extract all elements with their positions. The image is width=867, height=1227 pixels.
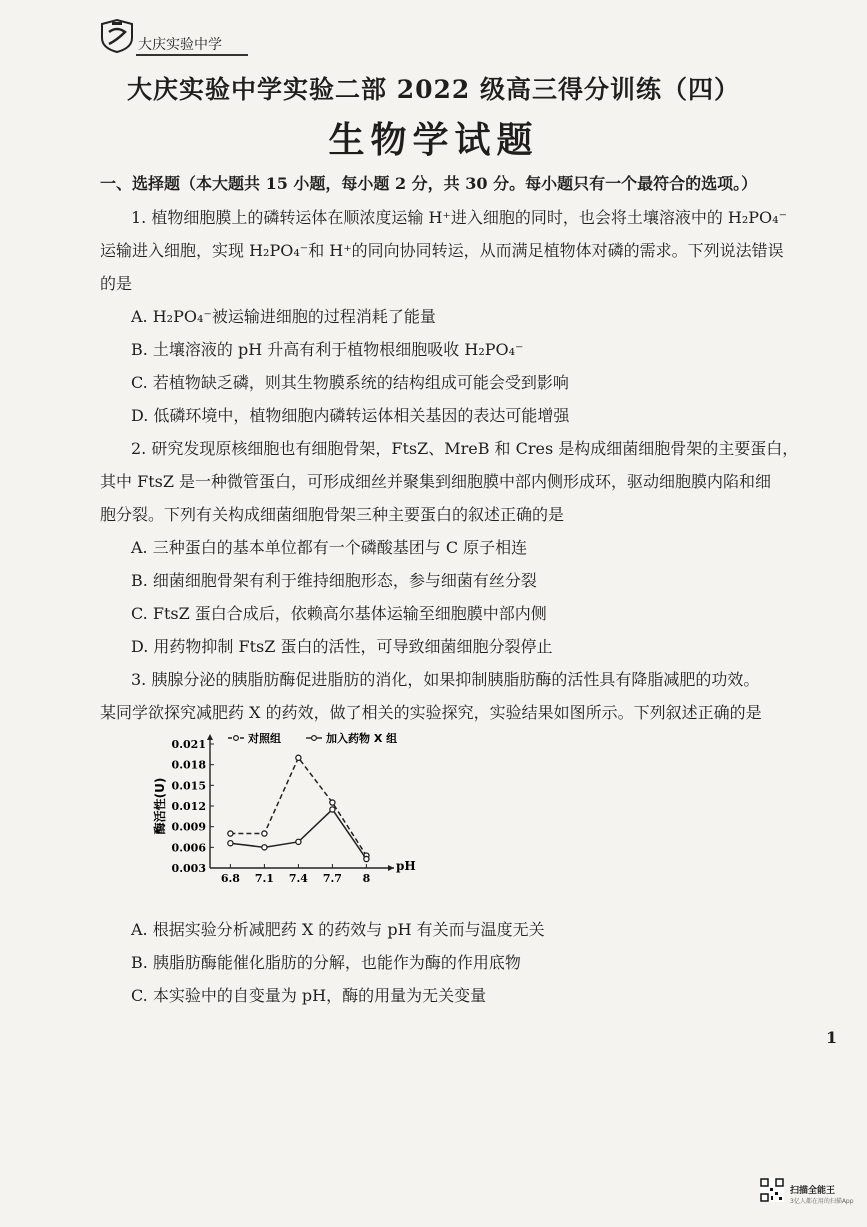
q3-stem-line: 某同学欲探究减肥药 X 的药效，做了相关的实验探究，实验结果如图所示。下列叙述正确的是 <box>100 703 762 722</box>
series-2-point <box>364 856 369 861</box>
school-logo <box>98 14 248 58</box>
q2-stem-line: 2. 研究发现原核细胞也有细胞骨架，FtsZ、MreB 和 Cres 是构成细菌细胞骨架的主要蛋白， <box>131 439 799 458</box>
y-tick-label: 0.012 <box>171 800 206 813</box>
y-tick-label: 0.015 <box>171 779 206 793</box>
x-axis-label: pH <box>396 859 416 873</box>
y-tick-label: 0.009 <box>171 820 206 834</box>
qr-code-icon <box>760 1178 784 1202</box>
q2-option-b: B. 细菌细胞骨架有利于维持细胞形态，参与细菌有丝分裂 <box>131 571 537 590</box>
y-tick-label: 0.003 <box>171 862 206 875</box>
q1-option-b: B. 土壤溶液的 pH 升高有利于植物根细胞吸收 H₂PO₄⁻ <box>131 340 524 359</box>
y-axis-label: 酶活性(U) <box>153 777 167 835</box>
y-axis-arrow-icon <box>207 734 213 740</box>
series-2-point <box>228 841 233 846</box>
q1-stem-line: 1. 植物细胞膜上的磷转运体在顺浓度运输 H⁺进入细胞的同时，也会将土壤溶液中的 H₂PO₄⁻ <box>131 208 788 227</box>
y-tick-label: 0.018 <box>171 758 206 772</box>
legend-marker-1 <box>234 736 239 741</box>
school-badge-icon <box>98 18 136 54</box>
q2-stem-line: 胞分裂。下列有关构成细菌细胞骨架三种主要蛋白的叙述正确的是 <box>100 505 565 524</box>
logo-text: 大庆实验中学 <box>138 37 222 53</box>
q3-option-a: A. 根据实验分析减肥药 X 的药效与 pH 有关而与温度无关 <box>131 920 545 939</box>
exam-title: 大庆实验中学实验二部 2022 级高三得分训练（四） <box>127 75 740 104</box>
q1-stem-line: 的是 <box>100 274 133 293</box>
q1-stem-line: 运输进入细胞，实现 H₂PO₄⁻和 H⁺的同向协同转运，从而满足植物体对磷的需求。下列说法错误 <box>100 241 784 260</box>
x-axis-arrow-icon <box>388 865 394 871</box>
series-2-point <box>262 845 267 850</box>
q2-option-a: A. 三种蛋白的基本单位都有一个磷酸基团与 C 原子相连 <box>131 538 528 557</box>
legend-label-2: 加入药物 X 组 <box>326 732 398 745</box>
q1-option-a: A. H₂PO₄⁻被运输进细胞的过程消耗了能量 <box>131 307 436 326</box>
q3-option-b: B. 胰脂肪酶能催化脂肪的分解，也能作为酶的作用底物 <box>131 953 521 972</box>
x-tick-label: 8 <box>362 872 371 885</box>
series-2-point <box>296 839 301 844</box>
q2-option-c: C. FtsZ 蛋白合成后，依赖高尔基体运输至细胞膜中部内侧 <box>131 604 547 623</box>
y-tick-label: 0.006 <box>171 841 206 855</box>
enzyme-activity-chart <box>150 728 416 888</box>
x-tick-label: 7.4 <box>288 872 308 885</box>
legend-marker-2 <box>312 736 317 741</box>
scanner-app-tagline: 3亿人都在用的扫描App <box>790 1198 854 1205</box>
q2-stem-line: 其中 FtsZ 是一种微管蛋白，可形成细丝并聚集到细胞膜中部内侧形成环，驱动细胞膜内陷和细 <box>100 472 772 491</box>
exam-subtitle: 生物学试题 <box>328 119 539 161</box>
y-tick-label: 0.021 <box>171 738 206 751</box>
q2-option-d: D. 用药物抑制 FtsZ 蛋白的活性，可导致细菌细胞分裂停止 <box>131 637 553 656</box>
section-heading: 一、选择题（本大题共 15 小题，每小题 2 分，共 30 分。每小题只有一个最符合的选项。） <box>100 174 758 193</box>
legend-label-1: 对照组 <box>248 732 281 745</box>
series-1-point <box>330 800 335 805</box>
q1-option-c: C. 若植物缺乏磷，则其生物膜系统的结构组成可能会受到影响 <box>131 373 569 392</box>
series-1-point <box>228 831 233 836</box>
q1-option-d: D. 低磷环境中，植物细胞内磷转运体相关基因的表达可能增强 <box>131 406 570 425</box>
q3-stem-line: 3. 胰腺分泌的胰脂肪酶促进脂肪的消化，如果抑制胰脂肪酶的活性具有降脂减肥的功效。 <box>131 670 760 689</box>
q3-option-c: C. 本实验中的自变量为 pH，酶的用量为无关变量 <box>131 986 487 1005</box>
series-1-point <box>262 831 267 836</box>
x-tick-label: 7.1 <box>254 872 274 885</box>
page-number: 1 <box>826 1028 838 1047</box>
logo-underline <box>136 54 248 56</box>
scanner-app-name: 扫描全能王 <box>790 1186 836 1196</box>
series-1-point <box>296 755 301 760</box>
x-tick-label: 6.8 <box>220 872 240 885</box>
series-2-point <box>330 807 335 812</box>
x-tick-label: 7.7 <box>322 872 342 885</box>
